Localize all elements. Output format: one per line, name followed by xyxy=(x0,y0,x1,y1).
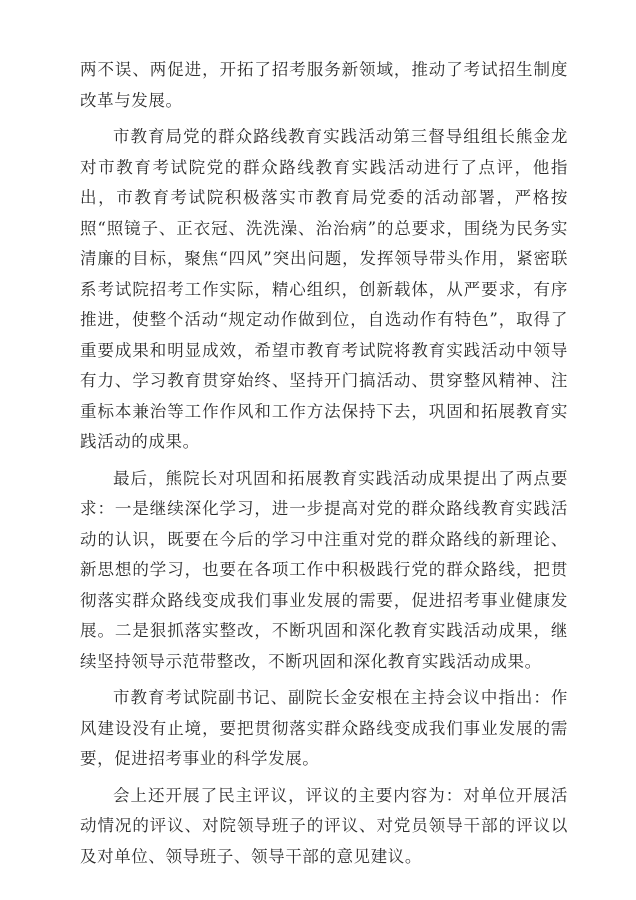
paragraph-requirements: 最后，熊院长对巩固和拓展教育实践活动成果提出了两点要求：一是继续深化学习，进一步提高对党的群众路线教育实践活动的认识，既要在今后的学习中注重对党的群众路线的新理论、新思想的学习，也要在各项工作中积极践行党的群众路线，把贯彻落实群众路线变成我们事业发展的需要，促进招考事业健康发展。二是狠抓落实整改，不断巩固和深化教育实践活动成果，继续坚持领导示范带整改，不断巩固和深化教育实践活动成果。 xyxy=(80,468,568,671)
paragraph-continuation: 两不误、两促进，开拓了招考服务新领域，推动了考试招生制度改革与发展。 xyxy=(80,60,568,110)
paragraph-democratic-review: 会上还开展了民主评议，评议的主要内容为：对单位开展活动情况的评议、对院领导班子的评议、对党员领导干部的评议以及对单位、领导班子、领导干部的意见建议。 xyxy=(80,785,568,866)
paragraph-deputy-remarks: 市教育考试院副书记、副院长金安根在主持会议中指出：作风建设没有止境，要把贯彻落实群众路线变成我们事业发展的需要，促进招考事业的科学发展。 xyxy=(80,688,568,768)
document-body xyxy=(80,55,568,878)
paragraph-review-comments: 市教育局党的群众路线教育实践活动第三督导组组长熊金龙对市教育考试院党的群众路线教育实践活动进行了点评，他指出，市教育考试院积极落实市教育局党委的活动部署，严格按照“照镜子、正衣冠、洗洗澡、治治病”的总要求，围绕为民务实清廉的目标，聚焦“四风”突出问题，发挥领导带头作用，紧密联系考试院招考工作实际，精心组织，创新载体，从严要求，有序推进，使整个活动“规定动作做到位，自选动作有特色”，取得了重要成果和明显成效，希望市教育考试院将教育实践活动中领导有力、学习教育贯穿始终、坚持开门搞活动、贯穿整风精神、注重标本兼治等工作作风和工作方法保持下去，巩固和拓展教育实践活动的成果。 xyxy=(80,127,568,451)
